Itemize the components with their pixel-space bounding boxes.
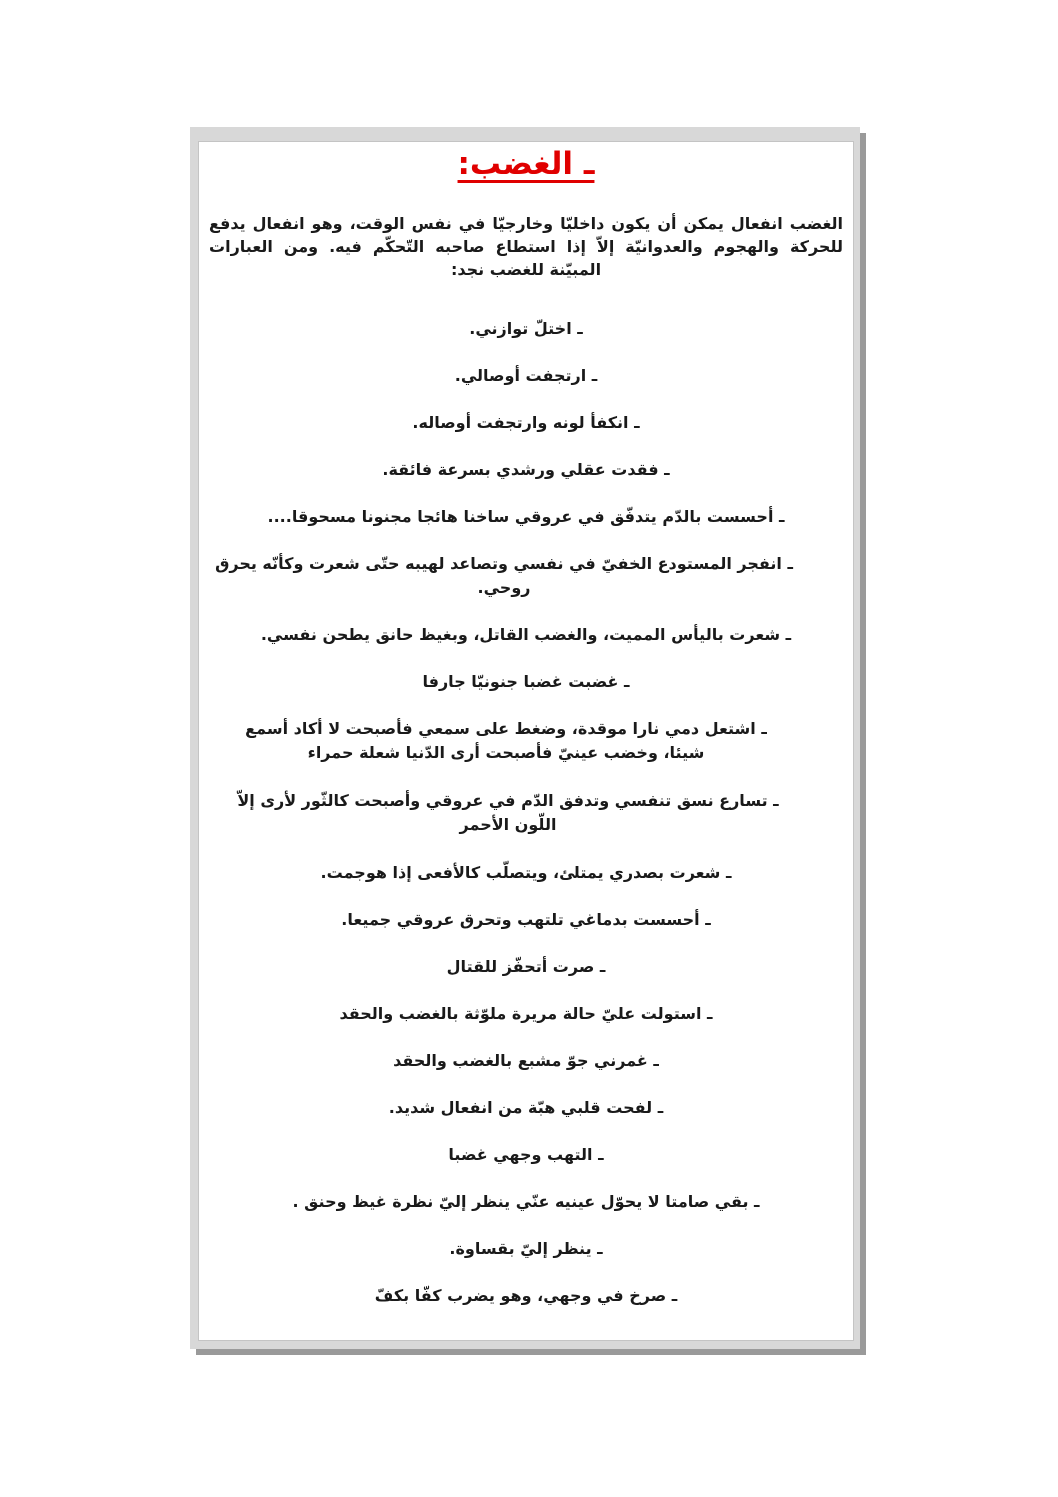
phrase-item: ـ صرخ في وجهي، وهو يضرب كفّا بكفّ	[374, 1286, 678, 1305]
phrase-item: ـ انفجر المستودع الخفيّ في نفسي وتصاعد لهيبه حتّى شعرت وكأنّه يحرق روحي.	[215, 554, 793, 597]
phrase-item: ـ ارتجفت أوصالي.	[454, 366, 598, 385]
phrase-item: ـ اختلّ توازني.	[469, 319, 583, 338]
phrase-item: ـ غمرني جوّ مشبع بالغضب والحقد	[393, 1051, 659, 1070]
intro-paragraph: الغضب انفعال يمكن أن يكون داخليّا وخارجيّا في نفس الوقت، وهو انفعال يدفع للحركة والهجوم والعدوانيّة إلاّ إذا استطاع صاحبه التّحكّم فيه. ومن العبارات المبيّنة للغضب نجد:	[209, 214, 843, 279]
phrase-item: ـ أحسست بالدّم يتدفّق في عروقي ساخنا هائجا مجنونا مسحوقا....	[267, 507, 785, 526]
phrase-item: ـ بقي صامتا لا يحوّل عينيه عنّي ينظر إليّ نظرة غيظ وحنق .	[292, 1192, 760, 1211]
phrase-item: ـ غضبت غضبا جنونيّا جارفا	[422, 672, 630, 691]
document-page	[198, 141, 854, 1341]
phrase-item: ـ ينظر إليّ بقساوة.	[449, 1239, 603, 1258]
page-title: ـ الغضب:	[457, 146, 595, 182]
phrase-item: ـ صرت أتحفّز للقتال	[446, 957, 606, 976]
phrase-item: ـ استولت عليّ حالة مريرة ملوّثة بالغضب والحقد	[339, 1004, 713, 1023]
document-frame	[190, 127, 860, 1349]
phrase-item: ـ تسارع نسق تنفسي وتدفق الدّم في عروقي وأصبحت كالثّور لأرى إلاّ اللّون الأحمر	[237, 791, 779, 834]
phrase-item: ـ شعرت باليأس المميت، والغضب القاتل، وبغيظ حانق يطحن نفسي.	[260, 625, 792, 644]
phrase-item: ـ لفحت قلبي هبّة من انفعال شديد.	[388, 1098, 664, 1117]
phrase-item: ـ فقدت عقلي ورشدي بسرعة فائقة.	[382, 460, 670, 479]
phrase-item: ـ شعرت بصدري يمتلئ، ويتصلّب كالأفعى إذا هوجمت.	[320, 863, 732, 882]
phrase-item: ـ اشتعل دمي نارا موقدة، وضغط على سمعي فأصبحت لا أكاد أسمع شيئا، وخضب عينيّ فأصبحت أرى الدّنيا شعلة حمراء	[245, 719, 767, 762]
phrase-item: ـ أحسست بدماغي تلتهب وتحرق عروقي جميعا.	[341, 910, 711, 929]
phrase-item: ـ التهب وجهي غضبا	[448, 1145, 604, 1164]
phrase-item: ـ انكفأ لونه وارتجفت أوصاله.	[412, 413, 640, 432]
